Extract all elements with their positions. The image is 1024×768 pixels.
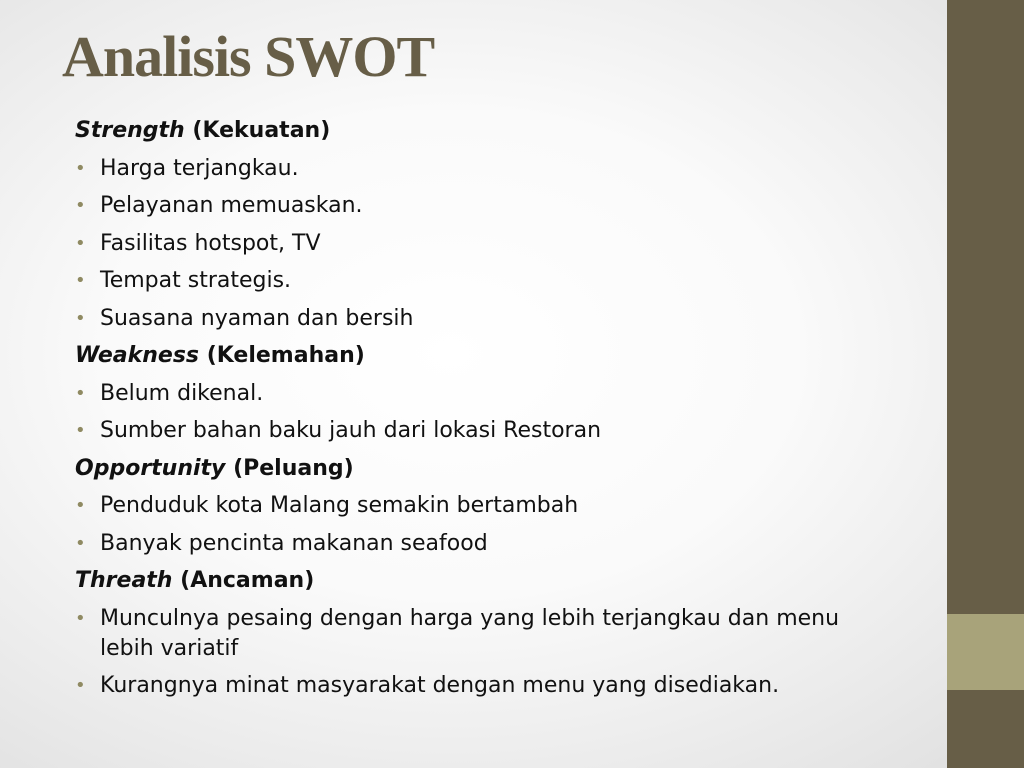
section-translation: (Ancaman) <box>180 568 315 593</box>
strength-list <box>75 154 890 334</box>
list-item-text: Harga terjangkau. <box>100 155 299 181</box>
list-item <box>75 191 890 221</box>
list-item-text: Tempat strategis. <box>100 268 292 293</box>
list-item <box>75 491 890 521</box>
list-item <box>75 266 890 296</box>
list-item-text: Kurangnya minat masyarakat dengan menu yang disediakan. <box>100 673 780 698</box>
opportunity-list <box>75 491 890 559</box>
section-heading-opportunity <box>75 454 890 484</box>
list-item-text: Sumber bahan baku jauh dari lokasi Restoran <box>100 418 602 443</box>
bullet-icon: • <box>75 675 86 696</box>
section-term: Threath <box>75 568 173 593</box>
bullet-icon: • <box>75 420 86 441</box>
list-item <box>75 671 890 701</box>
section-translation: (Kekuatan) <box>192 118 331 143</box>
bullet-icon: • <box>75 532 86 554</box>
section-heading-weakness <box>75 341 890 371</box>
list-item-text: Suasana nyaman dan bersih <box>100 305 414 331</box>
list-item-text: Penduduk kota Malang semakin bertambah <box>100 493 579 518</box>
section-heading-strength <box>75 116 890 146</box>
list-item-text: Pelayanan memuaskan. <box>100 193 363 218</box>
bullet-icon: • <box>75 157 86 179</box>
bullet-icon: • <box>75 495 86 516</box>
bullet-icon: • <box>75 270 86 291</box>
list-item-text: Banyak pencinta makanan seafood <box>100 530 488 556</box>
bullet-icon: • <box>75 607 86 629</box>
bullet-icon: • <box>75 195 86 216</box>
section-term: Weakness <box>75 343 200 368</box>
side-decor-accent <box>947 614 1024 690</box>
section-term: Strength <box>75 118 185 143</box>
list-item <box>75 604 890 664</box>
slide-title: Analisis SWOT <box>62 24 435 89</box>
list-item <box>75 529 890 559</box>
list-item-text: Fasilitas hotspot, TV <box>100 230 321 256</box>
section-translation: (Kelemahan) <box>206 343 365 368</box>
list-item <box>75 304 890 334</box>
bullet-icon: • <box>75 307 86 329</box>
list-item-text: Belum dikenal. <box>100 380 264 406</box>
section-translation: (Peluang) <box>233 455 354 481</box>
list-item <box>75 379 890 409</box>
slide-content <box>75 116 890 709</box>
list-item <box>75 229 890 259</box>
list-item <box>75 416 890 446</box>
weakness-list <box>75 379 890 447</box>
list-item-text: Munculnya pesaing dengan harga yang lebih terjangkau dan menu lebih variatif <box>100 605 840 661</box>
bullet-icon: • <box>75 382 86 404</box>
bullet-icon: • <box>75 232 86 254</box>
section-heading-threath <box>75 566 890 596</box>
threath-list <box>75 604 890 702</box>
list-item <box>75 154 890 184</box>
section-term: Opportunity <box>75 455 226 481</box>
